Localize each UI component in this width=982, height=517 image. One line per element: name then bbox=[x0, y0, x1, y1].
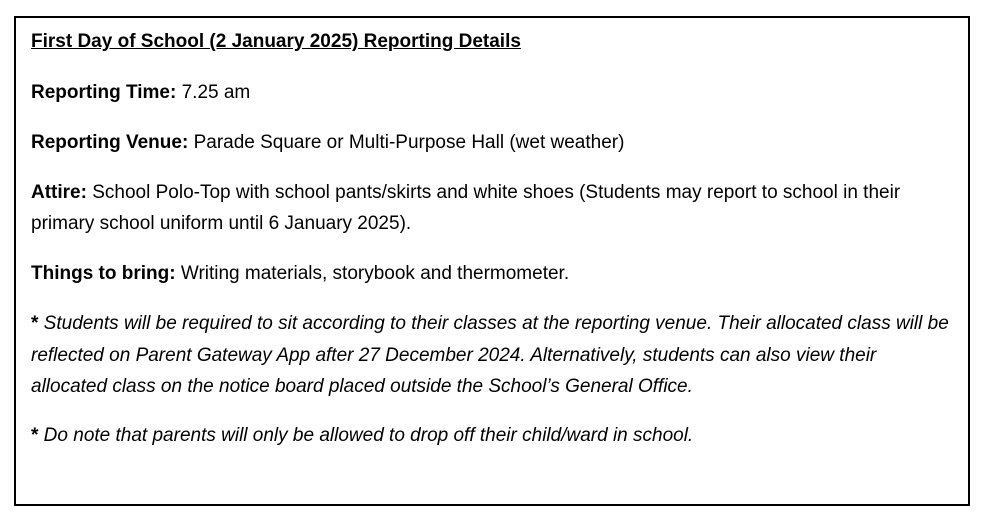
things-to-bring-label: Things to bring: bbox=[31, 263, 176, 284]
reporting-time-value: 7.25 am bbox=[176, 82, 251, 103]
reporting-time-paragraph bbox=[31, 77, 954, 108]
things-to-bring-value: Writing materials, storybook and thermometer. bbox=[175, 263, 570, 284]
things-to-bring-paragraph bbox=[31, 258, 954, 289]
reporting-venue-value: Parade Square or Multi-Purpose Hall (wet weather) bbox=[188, 132, 625, 153]
note-asterisk: * bbox=[31, 424, 39, 446]
reporting-venue-paragraph bbox=[31, 127, 954, 158]
attire-value: School Polo-Top with school pants/skirts and white shoes (Students may report to school in their primary school uniform until 6 January 2025). bbox=[31, 182, 901, 234]
drop-off-note bbox=[31, 420, 954, 452]
document-title: First Day of School (2 January 2025) Reporting Details bbox=[31, 31, 521, 52]
attire-label: Attire: bbox=[31, 182, 87, 203]
reporting-venue-label: Reporting Venue: bbox=[31, 132, 189, 153]
class-allocation-note-text: Students will be required to sit according to their classes at the reporting venue. Their allocated class will be reflected on Parent Gateway App after 27 December 2024. Alternatively, students can also view their allocated class on the notice board placed outside the School’s General Office. bbox=[31, 313, 949, 397]
attire-paragraph bbox=[31, 177, 954, 239]
drop-off-note-text: Do note that parents will only be allowed to drop off their child/ward in school. bbox=[38, 424, 694, 446]
reporting-details-box bbox=[14, 16, 970, 506]
note-asterisk: * bbox=[31, 313, 39, 334]
reporting-time-label: Reporting Time: bbox=[31, 82, 177, 103]
class-allocation-note bbox=[31, 308, 954, 403]
